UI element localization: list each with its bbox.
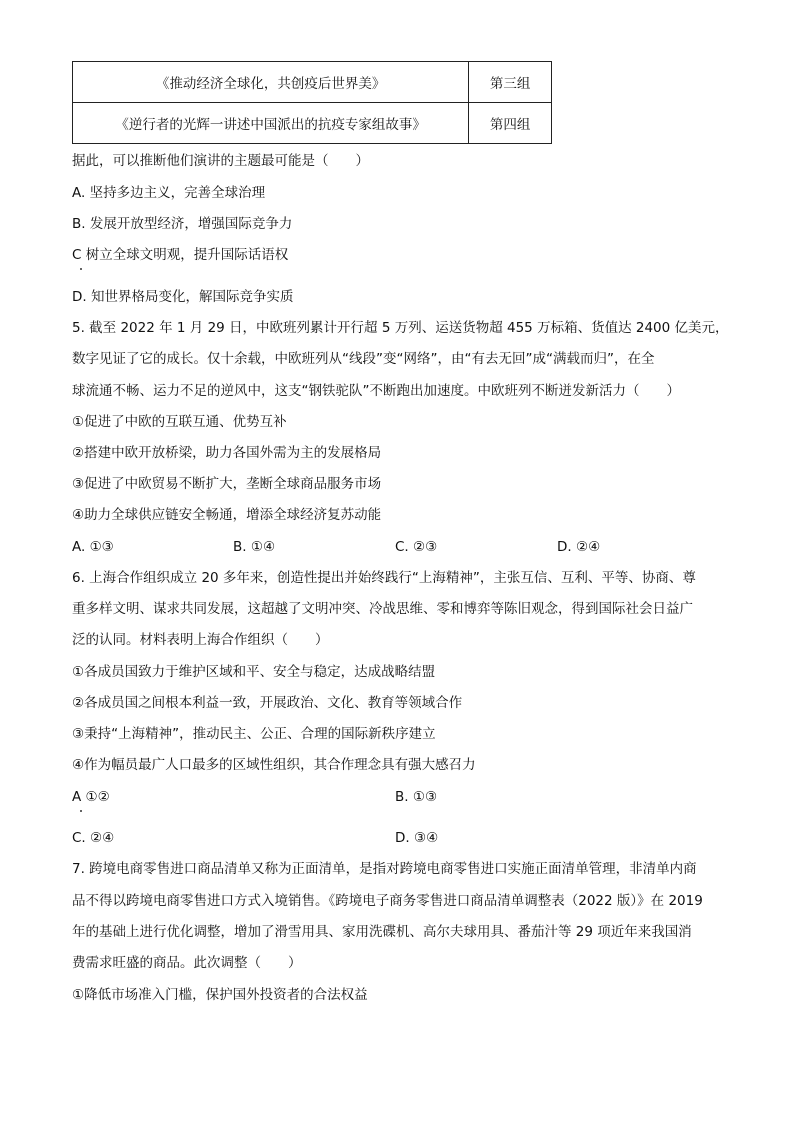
scan-dot <box>80 268 82 270</box>
q5-statement: ①促进了中欧的互联互通、优势互补 <box>72 414 287 430</box>
q5-stem-line: 数字见证了它的成长。仅十余载，中欧班列从“线段”变“网络”，由“有去无回”成“满载而归”，在全 <box>72 351 655 367</box>
q4-option-b: B. 发展开放型经济，增强国际竞争力 <box>72 216 293 232</box>
topic-title: 《推动经济全球化，共创疫后世界美》 <box>73 62 469 103</box>
topic-group: 第三组 <box>469 62 552 103</box>
q6-statement: ④作为幅员最广人口最多的区域性组织，其合作理念具有强大感召力 <box>72 757 476 773</box>
q4-option-c: C 树立全球文明观，提升国际话语权 <box>72 247 289 263</box>
scan-dot <box>80 810 82 812</box>
q5-option-c: C. ②③ <box>395 539 438 555</box>
q5-statement: ④助力全球供应链安全畅通，增添全球经济复苏动能 <box>72 507 382 523</box>
speech-topic-table <box>72 61 552 144</box>
topic-title: 《逆行者的光辉一讲述中国派出的抗疫专家组故事》 <box>73 103 469 144</box>
q4-stem: 据此，可以推断他们演讲的主题最可能是（ ） <box>72 153 369 169</box>
q6-statement: ②各成员国之间根本利益一致，开展政治、文化、教育等领域合作 <box>72 695 463 711</box>
q6-option-d: D. ③④ <box>395 830 439 846</box>
q5-statement: ②搭建中欧开放桥梁，助力各国外需为主的发展格局 <box>72 445 382 461</box>
topic-group: 第四组 <box>469 103 552 144</box>
q5-option-a: A. ①③ <box>72 539 114 555</box>
q5-stem-line: 5. 截至 2022 年 1 月 29 日，中欧班列累计开行超 5 万列、运送货物超 455 万标箱、货值达 2400 亿美元， <box>72 320 729 336</box>
table-row <box>73 62 552 103</box>
q7-statement: ①降低市场准入门槛，保护国外投资者的合法权益 <box>72 987 368 1003</box>
q6-option-b: B. ①③ <box>395 789 438 805</box>
q7-stem-line: 年的基础上进行优化调整，增加了滑雪用具、家用洗碟机、高尔夫球用具、番茄汁等 29 项近年来我国消 <box>72 924 692 940</box>
q4-option-a: A. 坚持多边主义，完善全球治理 <box>72 185 266 201</box>
q5-statement: ③促进了中欧贸易不断扩大，垄断全球商品服务市场 <box>72 476 382 492</box>
q4-option-d: D. 知世界格局变化，解国际竞争实质 <box>72 289 294 305</box>
q6-stem-line: 6. 上海合作组织成立 20 多年来，创造性提出并始终践行“上海精神”，主张互信、互利、平等、协商、尊 <box>72 570 696 586</box>
q7-stem-line: 费需求旺盛的商品。此次调整（ ） <box>72 955 302 971</box>
q6-option-c: C. ②④ <box>72 830 115 846</box>
table-row <box>73 103 552 144</box>
q6-stem-line: 泛的认同。材料表明上海合作组织（ ） <box>72 632 329 648</box>
q6-statement: ①各成员国致力于维护区域和平、安全与稳定，达成战略结盟 <box>72 664 436 680</box>
q5-option-d: D. ②④ <box>557 539 601 555</box>
q7-stem-line: 7. 跨境电商零售进口商品清单又称为正面清单，是指对跨境电商零售进口实施正面清单管理，非清单内商 <box>72 861 697 877</box>
q6-stem-line: 重多样文明、谋求共同发展，这超越了文明冲突、冷战思维、零和博弈等陈旧观念，得到国际社会日益广 <box>72 601 693 617</box>
q6-statement: ③秉持“上海精神”，推动民主、公正、合理的国际新秩序建立 <box>72 726 436 742</box>
q5-stem-line: 球流通不畅、运力不足的逆风中，这支“钢铁驼队”不断跑出加速度。中欧班列不断迸发新活力（ ） <box>72 383 680 399</box>
q7-stem-line: 品不得以跨境电商零售进口方式入境销售。《跨境电子商务零售进口商品清单调整表（2022 版）》在 2019 <box>72 893 703 909</box>
q5-option-b: B. ①④ <box>233 539 276 555</box>
q6-option-a: A ①② <box>72 789 110 805</box>
